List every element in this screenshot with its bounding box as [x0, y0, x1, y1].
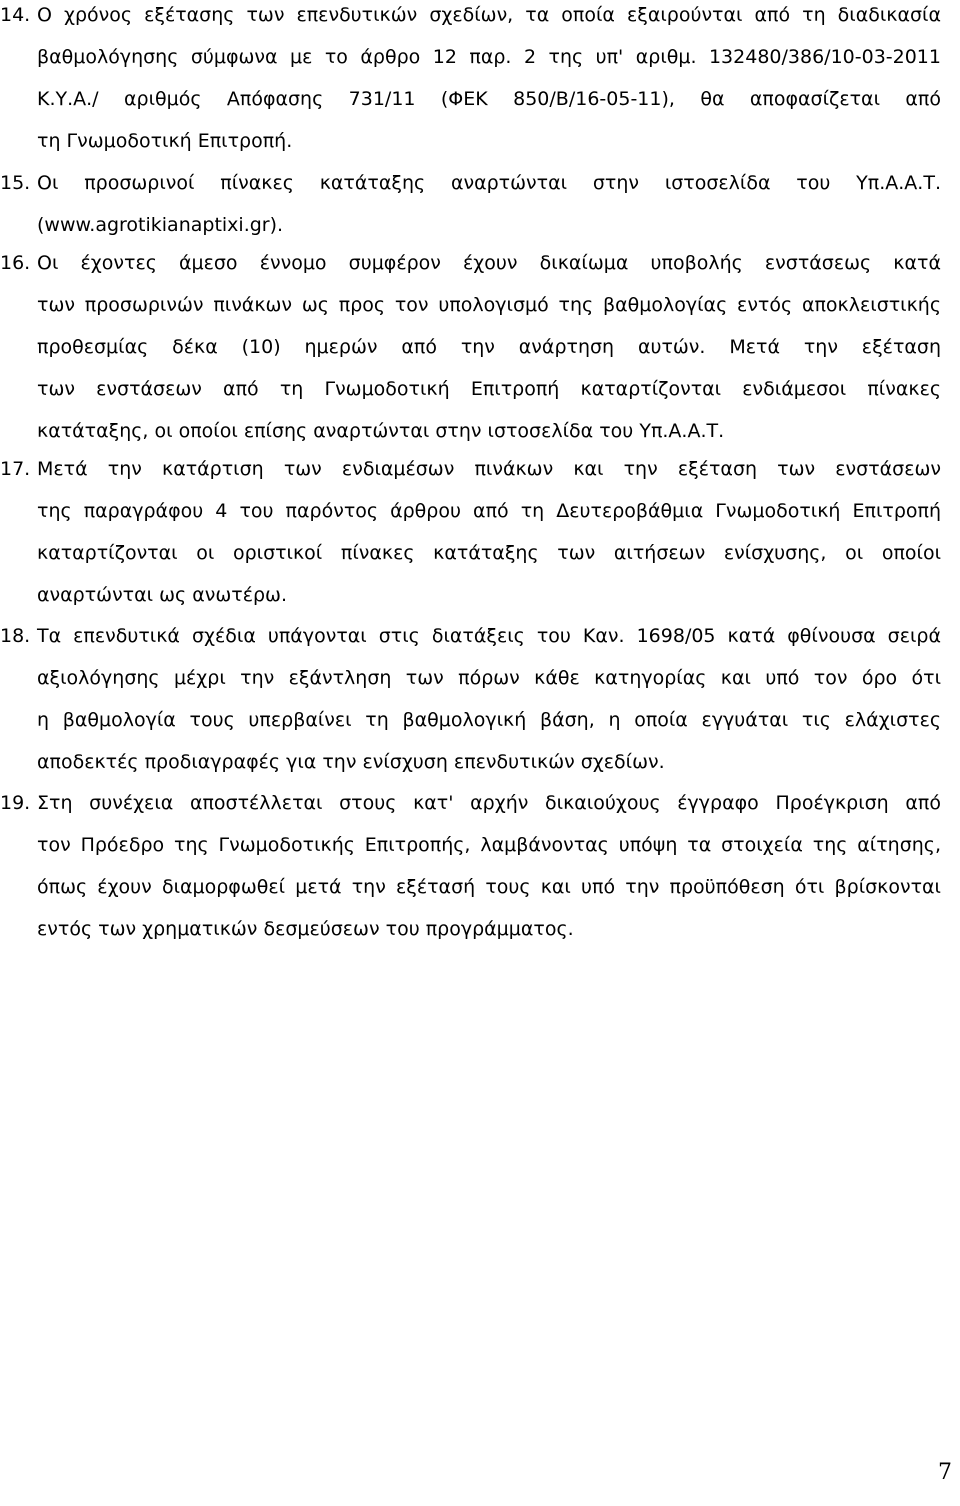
- item-number: 17.: [0, 458, 31, 480]
- item-number: 15.: [0, 172, 31, 194]
- paragraph-line: εντός των χρηματικών δεσμεύσεων του προγράμματος.: [37, 918, 574, 940]
- paragraph-line: κατάταξης, οι οποίοι επίσης αναρτώνται στην ιστοσελίδα του Υπ.Α.Α.Τ.: [37, 420, 725, 442]
- paragraph-line: των ενστάσεων από τη Γνωμοδοτική Επιτροπή καταρτίζονται ενδιάμεσοι πίνακες: [37, 378, 941, 400]
- paragraph-line: Οι προσωρινοί πίνακες κατάταξης αναρτώνται στην ιστοσελίδα του Υπ.Α.Α.Τ.: [37, 172, 941, 194]
- paragraph-line: αποδεκτές προδιαγραφές για την ενίσχυση επενδυτικών σχεδίων.: [37, 751, 665, 773]
- paragraph-line: η βαθμολογία τους υπερβαίνει τη βαθμολογική βάση, η οποία εγγυάται τις ελάχιστες: [37, 709, 941, 731]
- paragraph-line: αναρτώνται ως ανωτέρω.: [37, 584, 287, 606]
- paragraph-line: Ο χρόνος εξέτασης των επενδυτικών σχεδίων, τα οποία εξαιρούνται από τη διαδικασία: [37, 4, 941, 26]
- paragraph-line: προθεσμίας δέκα (10) ημερών από την ανάρτηση αυτών. Μετά την εξέταση: [37, 336, 941, 358]
- paragraph-line: καταρτίζονται οι οριστικοί πίνακες κατάταξης των αιτήσεων ενίσχυσης, οι οποίοι: [37, 542, 941, 564]
- item-number: 14.: [0, 4, 31, 26]
- paragraph-line: (www.agrotikianaptixi.gr).: [37, 214, 284, 236]
- item-number: 16.: [0, 252, 31, 274]
- item-number: 18.: [0, 625, 31, 647]
- item-number: 19.: [0, 792, 31, 814]
- paragraph-line: βαθμολόγησης σύμφωνα με το άρθρο 12 παρ. 2 της υπ' αριθμ. 132480/386/10-03-2011: [37, 46, 941, 68]
- paragraph-line: Οι έχοντες άμεσο έννομο συμφέρον έχουν δικαίωμα υποβολής ενστάσεως κατά: [37, 252, 941, 274]
- paragraph-line: όπως έχουν διαμορφωθεί μετά την εξέτασή τους και υπό την προϋπόθεση ότι βρίσκονται: [37, 876, 941, 898]
- paragraph-line: τον Πρόεδρο της Γνωμοδοτικής Επιτροπής, λαμβάνοντας υπόψη τα στοιχεία της αίτησης,: [37, 834, 941, 856]
- paragraph-line: της παραγράφου 4 του παρόντος άρθρου από τη Δευτεροβάθμια Γνωμοδοτική Επιτροπή: [37, 500, 941, 522]
- paragraph-line: Κ.Υ.Α./ αριθμός Απόφασης 731/11 (ΦΕΚ 850/Β/16-05-11), θα αποφασίζεται από: [37, 88, 941, 110]
- paragraph-line: των προσωρινών πινάκων ως προς τον υπολογισμό της βαθμολογίας εντός αποκλειστικής: [37, 294, 941, 316]
- paragraph-line: αξιολόγησης μέχρι την εξάντληση των πόρων κάθε κατηγορίας και υπό τον όρο ότι: [37, 667, 941, 689]
- paragraph-line: Στη συνέχεια αποστέλλεται στους κατ' αρχήν δικαιούχους έγγραφο Προέγκριση από: [37, 792, 941, 814]
- page-number: 7: [938, 1460, 952, 1485]
- paragraph-line: Τα επενδυτικά σχέδια υπάγονται στις διατάξεις του Καν. 1698/05 κατά φθίνουσα σειρά: [37, 625, 941, 647]
- paragraph-line: Μετά την κατάρτιση των ενδιαμέσων πινάκων και την εξέταση των ενστάσεων: [37, 458, 941, 480]
- paragraph-line: τη Γνωμοδοτική Επιτροπή.: [37, 130, 293, 152]
